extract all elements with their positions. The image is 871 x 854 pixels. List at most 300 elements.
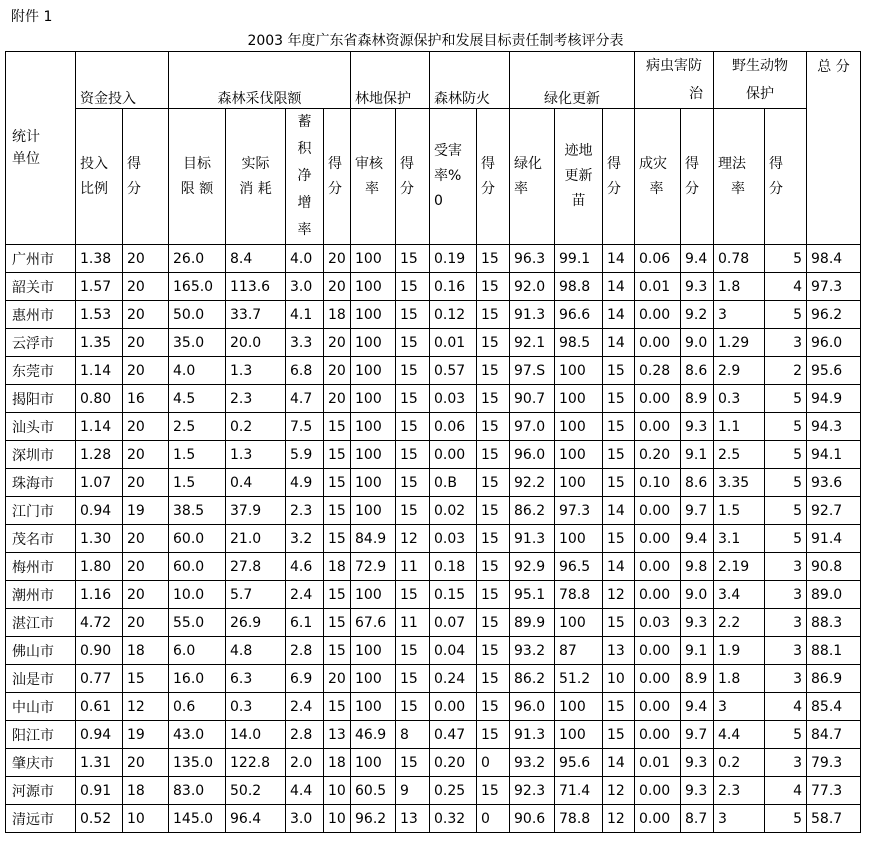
cell-funding-score: 20	[123, 469, 169, 497]
table-row	[6, 413, 861, 441]
cell-quota-score: 15	[324, 693, 351, 721]
cell-target-quota: 83.0	[169, 777, 226, 805]
cell-wildlife-score: 3	[765, 329, 807, 357]
cell-quota-score: 15	[324, 469, 351, 497]
cell-city: 阳江市	[6, 721, 76, 749]
cell-pest-score: 9.0	[681, 329, 714, 357]
cell-pest-score: 9.0	[681, 581, 714, 609]
cell-damage-rate: 0.06	[430, 413, 477, 441]
cell-legal-rate: 2.2	[714, 609, 765, 637]
cell-audit-rate: 100	[351, 357, 396, 385]
cell-actual-consumption: 0.2	[226, 413, 286, 441]
cell-greening-score: 15	[603, 609, 635, 637]
cell-legal-rate: 2.3	[714, 777, 765, 805]
cell-audit-rate: 100	[351, 245, 396, 273]
cell-city: 肇庆市	[6, 749, 76, 777]
cell-total-score: 92.7	[807, 497, 861, 525]
table-row	[6, 665, 861, 693]
cell-greening-score: 10	[603, 665, 635, 693]
cell-actual-consumption: 27.8	[226, 553, 286, 581]
cell-funding-score: 20	[123, 749, 169, 777]
cell-greening-score: 12	[603, 805, 635, 833]
cell-replant-rate: 87	[555, 637, 603, 665]
cell-fire-score: 15	[477, 245, 510, 273]
cell-funding-score: 20	[123, 553, 169, 581]
cell-invest-ratio: 0.91	[76, 777, 123, 805]
cell-greening-score: 15	[603, 525, 635, 553]
cell-greening-score: 15	[603, 693, 635, 721]
cell-city: 河源市	[6, 777, 76, 805]
cell-audit-rate: 60.5	[351, 777, 396, 805]
cell-greening-score: 15	[603, 357, 635, 385]
cell-stock-growth: 6.8	[286, 357, 324, 385]
table-row	[6, 525, 861, 553]
cell-damage-rate: 0.00	[430, 441, 477, 469]
cell-forestland-score: 15	[396, 665, 430, 693]
cell-funding-score: 10	[123, 805, 169, 833]
cell-damage-rate: 0.16	[430, 273, 477, 301]
cell-invest-ratio: 4.72	[76, 609, 123, 637]
cell-quota-score: 15	[324, 609, 351, 637]
cell-stock-growth: 3.0	[286, 805, 324, 833]
cell-total-score: 91.4	[807, 525, 861, 553]
cell-stock-growth: 3.2	[286, 525, 324, 553]
cell-invest-ratio: 1.57	[76, 273, 123, 301]
cell-greening-score: 14	[603, 329, 635, 357]
cell-target-quota: 60.0	[169, 553, 226, 581]
cell-forestland-score: 15	[396, 749, 430, 777]
cell-city: 韶关市	[6, 273, 76, 301]
cell-actual-consumption: 113.6	[226, 273, 286, 301]
cell-total-score: 97.3	[807, 273, 861, 301]
cell-invest-ratio: 1.16	[76, 581, 123, 609]
cell-disaster-rate: 0.00	[635, 525, 681, 553]
cell-total-score: 93.6	[807, 469, 861, 497]
cell-greening-rate: 92.2	[510, 469, 555, 497]
cell-stock-growth: 6.9	[286, 665, 324, 693]
cell-funding-score: 20	[123, 581, 169, 609]
cell-funding-score: 19	[123, 497, 169, 525]
fire-header: 森林防火	[430, 52, 510, 109]
cell-pest-score: 9.4	[681, 245, 714, 273]
cell-total-score: 90.8	[807, 553, 861, 581]
cell-stock-growth: 2.3	[286, 497, 324, 525]
cell-quota-score: 20	[324, 665, 351, 693]
cell-city: 清远市	[6, 805, 76, 833]
cell-fire-score: 0	[477, 805, 510, 833]
cell-quota-score: 10	[324, 805, 351, 833]
cell-total-score: 94.1	[807, 441, 861, 469]
score-header-pest: 得 分	[681, 109, 714, 245]
cell-audit-rate: 100	[351, 329, 396, 357]
cell-replant-rate: 98.5	[555, 329, 603, 357]
cell-total-score: 84.7	[807, 721, 861, 749]
cell-legal-rate: 2.9	[714, 357, 765, 385]
cell-target-quota: 4.0	[169, 357, 226, 385]
cell-audit-rate: 100	[351, 665, 396, 693]
table-title: 2003 年度广东省森林资源保护和发展目标责任制考核评分表	[247, 33, 624, 49]
cell-legal-rate: 1.8	[714, 273, 765, 301]
cell-total-score: 88.1	[807, 637, 861, 665]
cell-legal-rate: 3	[714, 693, 765, 721]
cell-replant-rate: 100	[555, 721, 603, 749]
cell-quota-score: 18	[324, 553, 351, 581]
cell-greening-rate: 97.0	[510, 413, 555, 441]
funding-header: 资金投入	[76, 52, 169, 109]
cell-greening-rate: 92.3	[510, 777, 555, 805]
cell-wildlife-score: 3	[765, 581, 807, 609]
cell-audit-rate: 84.9	[351, 525, 396, 553]
disaster-rate-header: 成灾 率	[635, 109, 681, 245]
table-row	[6, 273, 861, 301]
cell-quota-score: 15	[324, 525, 351, 553]
cell-quota-score: 20	[324, 245, 351, 273]
cell-stock-growth: 2.0	[286, 749, 324, 777]
cell-invest-ratio: 1.53	[76, 301, 123, 329]
cell-target-quota: 145.0	[169, 805, 226, 833]
cell-replant-rate: 51.2	[555, 665, 603, 693]
table-row	[6, 609, 861, 637]
cell-disaster-rate: 0.01	[635, 749, 681, 777]
cell-invest-ratio: 0.90	[76, 637, 123, 665]
cell-legal-rate: 3	[714, 301, 765, 329]
cell-wildlife-score: 4	[765, 693, 807, 721]
cell-greening-score: 14	[603, 553, 635, 581]
cell-damage-rate: 0.47	[430, 721, 477, 749]
cell-wildlife-score: 3	[765, 665, 807, 693]
cell-fire-score: 0	[477, 749, 510, 777]
cell-quota-score: 20	[324, 385, 351, 413]
cell-damage-rate: 0.19	[430, 245, 477, 273]
cell-greening-rate: 89.9	[510, 609, 555, 637]
cell-damage-rate: 0.02	[430, 497, 477, 525]
greening-rate-header: 绿化 率	[510, 109, 555, 245]
cell-wildlife-score: 3	[765, 609, 807, 637]
cell-pest-score: 9.7	[681, 721, 714, 749]
cell-forestland-score: 8	[396, 721, 430, 749]
cell-fire-score: 15	[477, 385, 510, 413]
cell-actual-consumption: 8.4	[226, 245, 286, 273]
cell-replant-rate: 100	[555, 525, 603, 553]
cell-wildlife-score: 5	[765, 385, 807, 413]
table-row	[6, 245, 861, 273]
cell-city: 中山市	[6, 693, 76, 721]
cell-city: 佛山市	[6, 637, 76, 665]
cell-actual-consumption: 1.3	[226, 441, 286, 469]
cell-target-quota: 38.5	[169, 497, 226, 525]
cell-wildlife-score: 5	[765, 413, 807, 441]
cell-forestland-score: 15	[396, 441, 430, 469]
cell-quota-score: 20	[324, 273, 351, 301]
cell-stock-growth: 3.0	[286, 273, 324, 301]
cell-greening-score: 12	[603, 777, 635, 805]
cell-disaster-rate: 0.01	[635, 273, 681, 301]
cell-disaster-rate: 0.10	[635, 469, 681, 497]
cell-audit-rate: 100	[351, 749, 396, 777]
cell-greening-rate: 96.0	[510, 441, 555, 469]
cell-pest-score: 8.6	[681, 357, 714, 385]
cell-legal-rate: 2.5	[714, 441, 765, 469]
cell-funding-score: 20	[123, 413, 169, 441]
cell-invest-ratio: 1.14	[76, 357, 123, 385]
cell-legal-rate: 1.8	[714, 665, 765, 693]
cell-pest-score: 9.1	[681, 637, 714, 665]
cell-pest-score: 9.3	[681, 777, 714, 805]
cell-invest-ratio: 1.14	[76, 413, 123, 441]
cell-forestland-score: 12	[396, 525, 430, 553]
cell-forestland-score: 15	[396, 637, 430, 665]
cell-pest-score: 9.3	[681, 273, 714, 301]
cell-stock-growth: 4.4	[286, 777, 324, 805]
cell-city: 珠海市	[6, 469, 76, 497]
cell-city: 江门市	[6, 497, 76, 525]
cell-stock-growth: 4.7	[286, 385, 324, 413]
cell-legal-rate: 3	[714, 805, 765, 833]
cell-target-quota: 10.0	[169, 581, 226, 609]
stock-growth-header: 蓄 积 净 增 率	[286, 109, 324, 245]
greening-header: 绿化更新	[510, 52, 635, 109]
cell-greening-rate: 90.6	[510, 805, 555, 833]
cell-forestland-score: 13	[396, 805, 430, 833]
cell-audit-rate: 96.2	[351, 805, 396, 833]
cell-city: 茂名市	[6, 525, 76, 553]
cell-fire-score: 15	[477, 525, 510, 553]
cell-audit-rate: 67.6	[351, 609, 396, 637]
unit-header: 统计 单位	[6, 52, 76, 245]
cell-damage-rate: 0.20	[430, 749, 477, 777]
cell-actual-consumption: 14.0	[226, 721, 286, 749]
cell-forestland-score: 11	[396, 609, 430, 637]
cell-city: 揭阳市	[6, 385, 76, 413]
cell-actual-consumption: 0.4	[226, 469, 286, 497]
cell-invest-ratio: 1.80	[76, 553, 123, 581]
cell-audit-rate: 100	[351, 385, 396, 413]
cell-greening-score: 14	[603, 301, 635, 329]
cell-greening-rate: 93.2	[510, 749, 555, 777]
cell-wildlife-score: 3	[765, 553, 807, 581]
cell-pest-score: 9.2	[681, 301, 714, 329]
cell-wildlife-score: 5	[765, 441, 807, 469]
cell-stock-growth: 4.0	[286, 245, 324, 273]
cell-fire-score: 15	[477, 637, 510, 665]
cell-disaster-rate: 0.00	[635, 553, 681, 581]
cell-damage-rate: 0.25	[430, 777, 477, 805]
cell-total-score: 98.4	[807, 245, 861, 273]
cell-replant-rate: 71.4	[555, 777, 603, 805]
cell-target-quota: 35.0	[169, 329, 226, 357]
cell-legal-rate: 1.1	[714, 413, 765, 441]
cell-greening-rate: 92.0	[510, 273, 555, 301]
cell-disaster-rate: 0.00	[635, 581, 681, 609]
table-body	[6, 245, 861, 833]
quota-header: 森林采伐限额	[169, 52, 351, 109]
cell-greening-rate: 91.3	[510, 721, 555, 749]
cell-replant-rate: 78.8	[555, 581, 603, 609]
cell-fire-score: 15	[477, 581, 510, 609]
cell-city: 东莞市	[6, 357, 76, 385]
cell-target-quota: 43.0	[169, 721, 226, 749]
cell-greening-rate: 97.S	[510, 357, 555, 385]
cell-invest-ratio: 0.94	[76, 497, 123, 525]
table-row	[6, 805, 861, 833]
cell-damage-rate: 0.03	[430, 385, 477, 413]
cell-invest-ratio: 1.28	[76, 441, 123, 469]
table-row	[6, 721, 861, 749]
cell-stock-growth: 2.8	[286, 637, 324, 665]
table-row	[6, 469, 861, 497]
cell-audit-rate: 100	[351, 273, 396, 301]
cell-actual-consumption: 26.9	[226, 609, 286, 637]
cell-total-score: 89.0	[807, 581, 861, 609]
cell-actual-consumption: 1.3	[226, 357, 286, 385]
cell-forestland-score: 15	[396, 497, 430, 525]
cell-total-score: 96.2	[807, 301, 861, 329]
cell-city: 深圳市	[6, 441, 76, 469]
table-row	[6, 581, 861, 609]
cell-actual-consumption: 122.8	[226, 749, 286, 777]
cell-wildlife-score: 5	[765, 805, 807, 833]
score-header-quota: 得 分	[324, 109, 351, 245]
cell-replant-rate: 100	[555, 357, 603, 385]
table-row	[6, 693, 861, 721]
table-row	[6, 637, 861, 665]
cell-target-quota: 1.5	[169, 469, 226, 497]
cell-target-quota: 6.0	[169, 637, 226, 665]
sub-header-row	[6, 109, 861, 245]
cell-stock-growth: 2.8	[286, 721, 324, 749]
total-header: 总 分	[807, 52, 861, 245]
cell-forestland-score: 15	[396, 329, 430, 357]
cell-city: 汕是市	[6, 665, 76, 693]
cell-greening-rate: 93.2	[510, 637, 555, 665]
cell-greening-score: 15	[603, 385, 635, 413]
cell-quota-score: 15	[324, 497, 351, 525]
attachment-label: 附件 1	[11, 9, 53, 25]
cell-actual-consumption: 0.3	[226, 693, 286, 721]
cell-forestland-score: 15	[396, 413, 430, 441]
cell-fire-score: 15	[477, 497, 510, 525]
cell-quota-score: 15	[324, 637, 351, 665]
cell-pest-score: 8.9	[681, 385, 714, 413]
cell-pest-score: 9.3	[681, 609, 714, 637]
cell-forestland-score: 15	[396, 693, 430, 721]
cell-damage-rate: 0.04	[430, 637, 477, 665]
cell-forestland-score: 11	[396, 553, 430, 581]
cell-total-score: 79.3	[807, 749, 861, 777]
cell-target-quota: 60.0	[169, 525, 226, 553]
cell-pest-score: 9.3	[681, 413, 714, 441]
cell-legal-rate: 0.3	[714, 385, 765, 413]
cell-funding-score: 18	[123, 777, 169, 805]
cell-actual-consumption: 37.9	[226, 497, 286, 525]
cell-fire-score: 15	[477, 441, 510, 469]
cell-invest-ratio: 1.07	[76, 469, 123, 497]
cell-audit-rate: 46.9	[351, 721, 396, 749]
cell-pest-score: 8.7	[681, 805, 714, 833]
cell-target-quota: 0.6	[169, 693, 226, 721]
cell-funding-score: 20	[123, 357, 169, 385]
cell-fire-score: 15	[477, 721, 510, 749]
cell-damage-rate: 0.57	[430, 357, 477, 385]
target-quota-header: 目标 限 额	[169, 109, 226, 245]
cell-forestland-score: 15	[396, 469, 430, 497]
cell-disaster-rate: 0.00	[635, 329, 681, 357]
legal-rate-header: 理法 率	[714, 109, 765, 245]
cell-forestland-score: 15	[396, 245, 430, 273]
cell-fire-score: 15	[477, 357, 510, 385]
cell-audit-rate: 100	[351, 301, 396, 329]
cell-fire-score: 15	[477, 609, 510, 637]
cell-replant-rate: 100	[555, 413, 603, 441]
cell-actual-consumption: 50.2	[226, 777, 286, 805]
cell-audit-rate: 100	[351, 497, 396, 525]
replant-rate-header: 迹地 更新 苗	[555, 109, 603, 245]
cell-total-score: 96.0	[807, 329, 861, 357]
table-row	[6, 329, 861, 357]
cell-wildlife-score: 5	[765, 721, 807, 749]
cell-funding-score: 20	[123, 329, 169, 357]
cell-forestland-score: 15	[396, 581, 430, 609]
cell-greening-rate: 92.9	[510, 553, 555, 581]
score-header-funding: 得 分	[123, 109, 169, 245]
cell-replant-rate: 100	[555, 609, 603, 637]
cell-funding-score: 20	[123, 301, 169, 329]
cell-stock-growth: 6.1	[286, 609, 324, 637]
cell-audit-rate: 100	[351, 441, 396, 469]
cell-greening-score: 12	[603, 581, 635, 609]
cell-damage-rate: 0.07	[430, 609, 477, 637]
cell-replant-rate: 100	[555, 441, 603, 469]
cell-target-quota: 16.0	[169, 665, 226, 693]
cell-city: 云浮市	[6, 329, 76, 357]
pest-header: 病虫害防 治	[635, 52, 714, 109]
cell-invest-ratio: 0.52	[76, 805, 123, 833]
cell-funding-score: 20	[123, 609, 169, 637]
cell-damage-rate: 0.12	[430, 301, 477, 329]
cell-funding-score: 15	[123, 665, 169, 693]
cell-disaster-rate: 0.00	[635, 805, 681, 833]
cell-funding-score: 20	[123, 441, 169, 469]
cell-legal-rate: 1.5	[714, 497, 765, 525]
cell-wildlife-score: 3	[765, 749, 807, 777]
cell-damage-rate: 0.24	[430, 665, 477, 693]
cell-actual-consumption: 21.0	[226, 525, 286, 553]
cell-wildlife-score: 5	[765, 497, 807, 525]
cell-quota-score: 15	[324, 413, 351, 441]
cell-city: 广州市	[6, 245, 76, 273]
cell-legal-rate: 4.4	[714, 721, 765, 749]
cell-legal-rate: 3.1	[714, 525, 765, 553]
cell-actual-consumption: 20.0	[226, 329, 286, 357]
cell-forestland-score: 15	[396, 385, 430, 413]
cell-disaster-rate: 0.03	[635, 609, 681, 637]
cell-pest-score: 9.8	[681, 553, 714, 581]
cell-actual-consumption: 4.8	[226, 637, 286, 665]
cell-disaster-rate: 0.06	[635, 245, 681, 273]
cell-total-score: 95.6	[807, 357, 861, 385]
cell-forestland-score: 15	[396, 273, 430, 301]
wildlife-header: 野生动物 保护	[714, 52, 807, 109]
cell-target-quota: 26.0	[169, 245, 226, 273]
cell-wildlife-score: 5	[765, 469, 807, 497]
cell-city: 惠州市	[6, 301, 76, 329]
cell-replant-rate: 100	[555, 469, 603, 497]
cell-legal-rate: 0.2	[714, 749, 765, 777]
cell-disaster-rate: 0.00	[635, 385, 681, 413]
cell-fire-score: 15	[477, 301, 510, 329]
cell-funding-score: 19	[123, 721, 169, 749]
cell-audit-rate: 72.9	[351, 553, 396, 581]
